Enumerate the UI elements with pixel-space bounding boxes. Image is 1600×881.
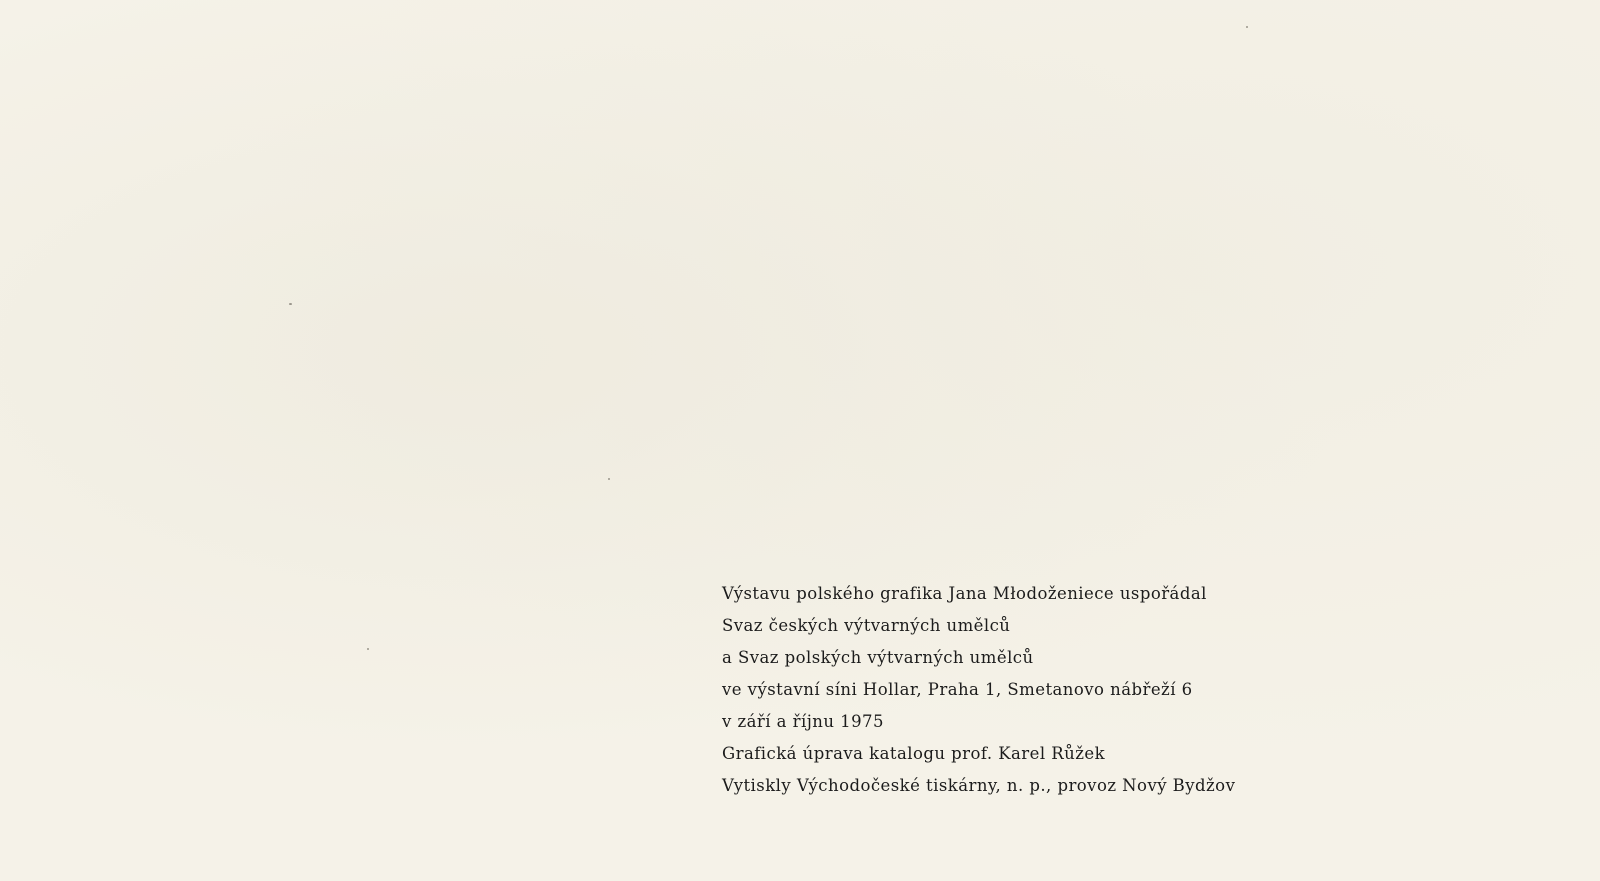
colophon-line-czech-union: Svaz českých výtvarných umělců: [722, 616, 1011, 635]
colophon-line-date: v září a říjnu 1975: [722, 712, 884, 731]
paper-speck: [289, 303, 292, 305]
colophon-line-polish-union: a Svaz polských výtvarných umělců: [722, 648, 1034, 667]
paper-speck: [608, 478, 610, 480]
paper-speck: [367, 648, 369, 650]
colophon-text: [722, 578, 1235, 802]
colophon-line-design: Grafická úprava katalogu prof. Karel Růžek: [722, 744, 1106, 763]
colophon-line-printer: Vytiskly Východočeské tiskárny, n. p., provoz Nový Bydžov: [722, 776, 1236, 795]
paper-speck: [1246, 26, 1248, 28]
colophon-line-exhibition: Výstavu polského grafika Jana Młodoženiece uspořádal: [722, 584, 1207, 603]
colophon-line-venue: ve výstavní síni Hollar, Praha 1, Smetanovo nábřeží 6: [722, 680, 1193, 699]
